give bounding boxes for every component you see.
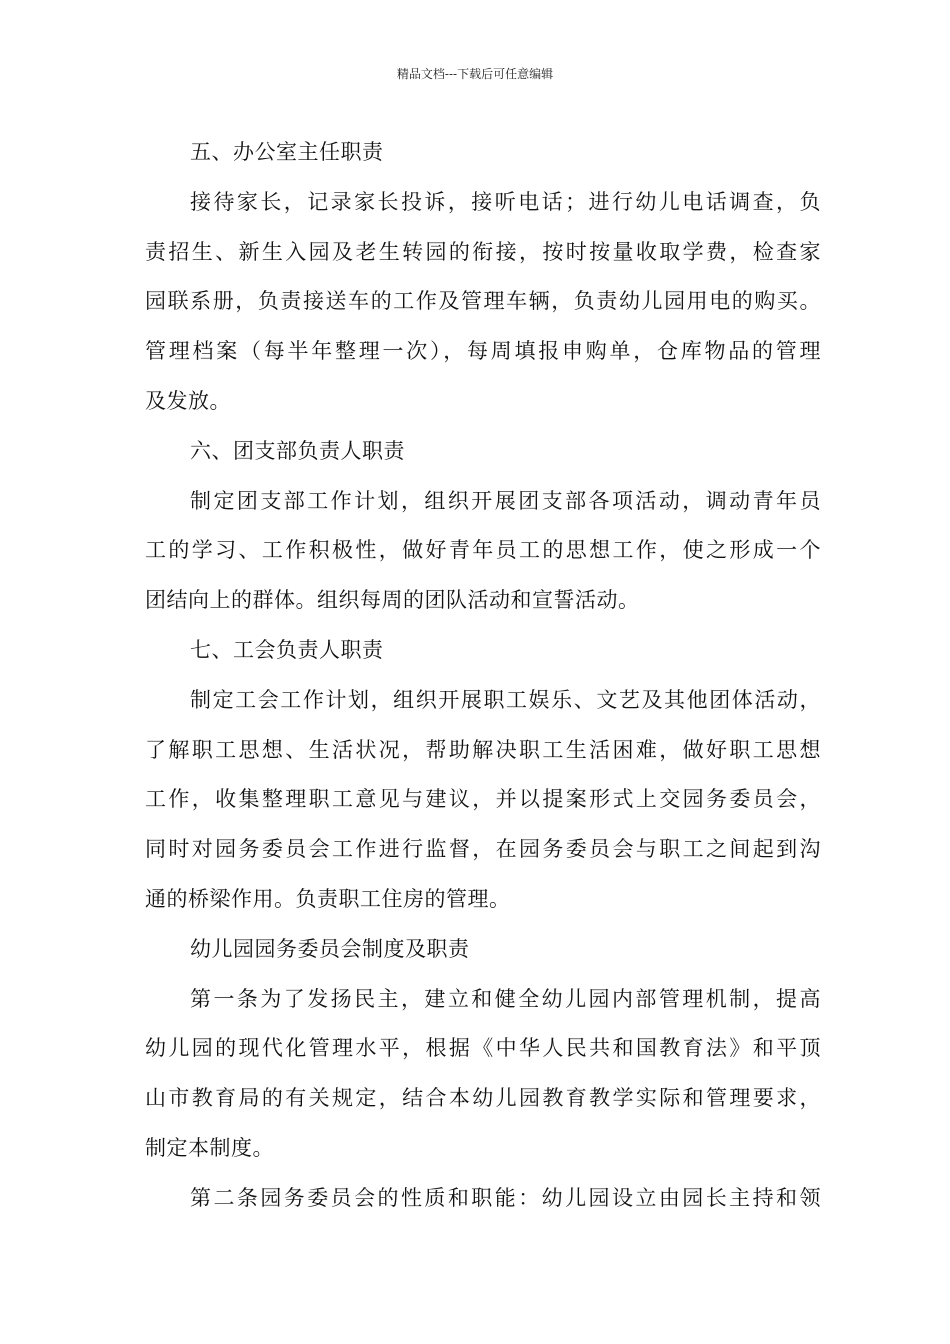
text-line: 工作，收集整理职工意见与建议，并以提案形式上交园务委员会，	[145, 787, 821, 812]
text-line: 接待家长，记录家长投诉，接听电话；进行幼儿电话调查，负	[190, 189, 821, 214]
text-line: 制定本制度。	[145, 1135, 274, 1160]
text-line: 五、办公室主任职责	[190, 140, 384, 164]
text-line: 第一条为了发扬民主，建立和健全幼儿园内部管理机制，提高	[190, 986, 821, 1011]
text-line: 通的桥梁作用。负责职工住房的管理。	[145, 886, 511, 911]
text-line: 责招生、新生入园及老生转园的衔接，按时按量收取学费，检查家	[145, 239, 821, 264]
text-line: 制定工会工作计划，组织开展职工娱乐、文艺及其他团体活动，	[190, 687, 821, 712]
text-line: 幼儿园的现代化管理水平，根据《中华人民共和国教育法》和平顶	[145, 1036, 821, 1061]
text-line: 第二条园务委员会的性质和职能：幼儿园设立由园长主持和领	[190, 1185, 821, 1210]
text-line: 管理档案（每半年整理一次），每周填报申购单，仓库物品的管理	[145, 339, 821, 364]
text-line: 幼儿园园务委员会制度及职责	[190, 936, 470, 961]
text-line: 六、团支部负责人职责	[190, 438, 405, 463]
text-line: 山市教育局的有关规定，结合本幼儿园教育教学实际和管理要求，	[145, 1086, 821, 1111]
text-line: 团结向上的群体。组织每周的团队活动和宣誓活动。	[145, 588, 640, 613]
text-line: 制定团支部工作计划，组织开展团支部各项活动，调动青年员	[190, 488, 821, 513]
text-line: 及发放。	[145, 388, 231, 413]
text-line: 同时对园务委员会工作进行监督，在园务委员会与职工之间起到沟	[145, 837, 821, 862]
document-body	[145, 128, 821, 1224]
text-line: 园联系册，负责接送车的工作及管理车辆，负责幼儿园用电的购买。	[145, 289, 821, 314]
text-line: 七、工会负责人职责	[190, 637, 384, 662]
text-line: 工的学习、工作积极性，做好青年员工的思想工作，使之形成一个	[145, 538, 821, 563]
page-header: 精品文档---下载后可任意编辑	[396, 67, 554, 81]
text-line: 了解职工思想、生活状况，帮助解决职工生活困难，做好职工思想	[145, 737, 821, 762]
